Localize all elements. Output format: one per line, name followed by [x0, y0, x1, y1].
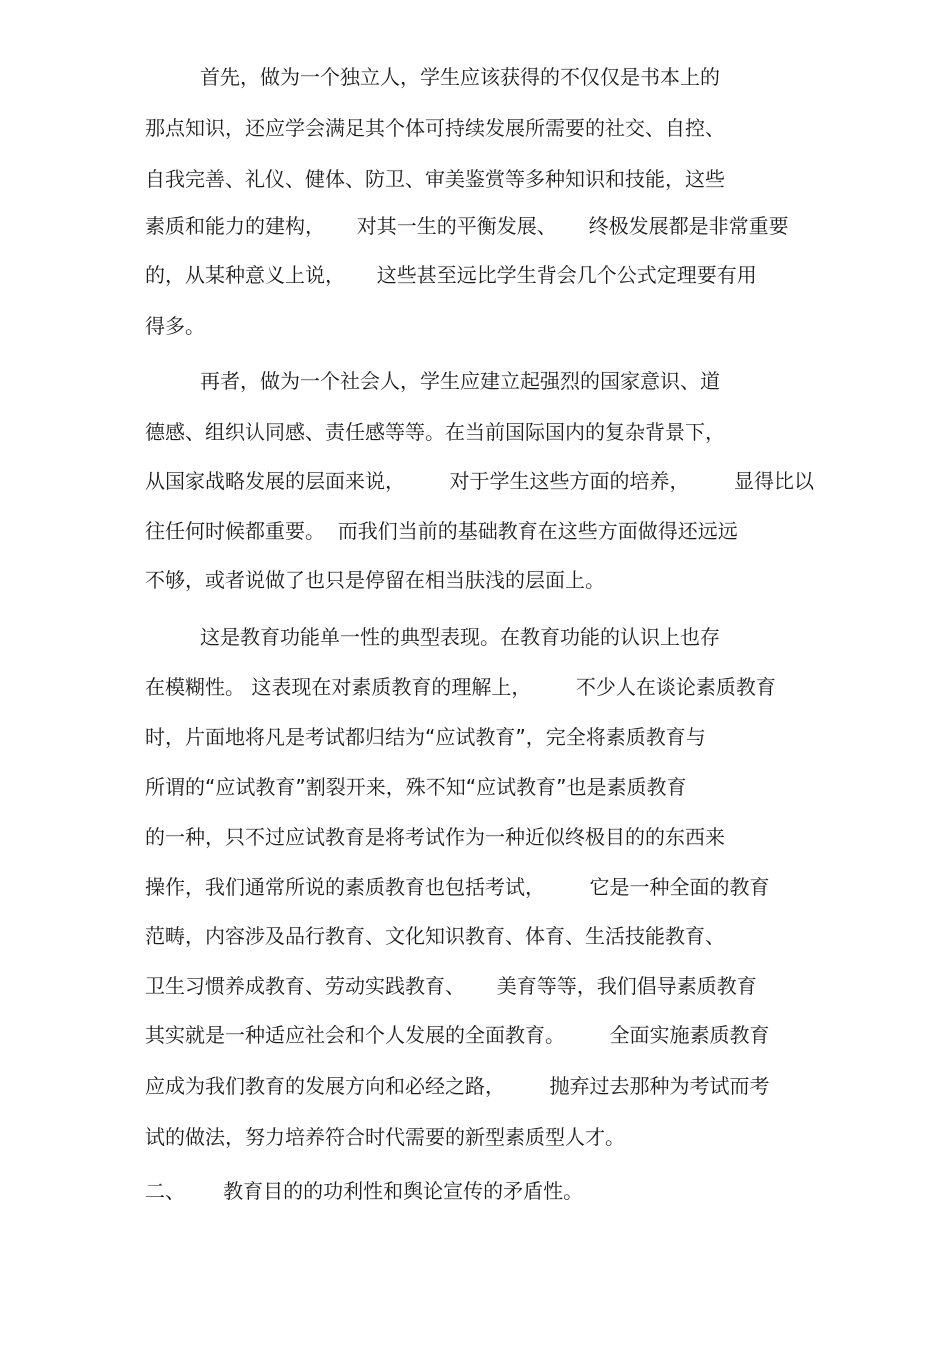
- paragraph-3-line-9: 其实就是一种适应社会和个人发展的全面教育。 全面实施素质教育: [145, 1023, 770, 1047]
- paragraph-2-line-5: 不够，或者说做了也只是停留在相当肤浅的层面上。: [145, 568, 605, 592]
- paragraph-1-line-5: 的，从某种意义上说， 这些甚至远比学生背会几个公式定理要有用: [145, 263, 757, 287]
- paragraph-2-line-2: 德感、组织认同感、责任感等等。在当前国际国内的复杂背景下，: [145, 420, 725, 444]
- paragraph-1-line-3: 自我完善、礼仪、健体、防卫、审美鉴赏等多种知识和技能，这些: [145, 167, 725, 191]
- paragraph-1-line-4: 素质和能力的建构， 对其一生的平衡发展、 终极发展都是非常重要: [145, 214, 789, 238]
- paragraph-2-line-4: 往任何时候都重要。 而我们当前的基础教育在这些方面做得还远远: [145, 519, 738, 543]
- paragraph-3-line-3: 时，片面地将凡是考试都归结为“应试教育”，完全将素质教育与: [145, 725, 706, 749]
- paragraph-3-line-10: 应成为我们教育的发展方向和必经之路， 抛弃过去那种为考试而考: [145, 1074, 770, 1098]
- paragraph-3-line-4: 所谓的“应试教育”割裂开来，殊不知“应试教育”也是素质教育: [145, 775, 687, 799]
- paragraph-3-line-7: 范畴，内容涉及品行教育、文化知识教育、体育、生活技能教育、: [145, 924, 725, 948]
- paragraph-1-line-1: 首先，做为一个独立人，学生应该获得的不仅仅是书本上的: [200, 65, 720, 89]
- paragraph-3-line-11: 试的做法，努力培养符合时代需要的新型素质型人才。: [145, 1125, 625, 1149]
- paragraph-3-line-1: 这是教育功能单一性的典型表现。在教育功能的认识上也存: [200, 625, 720, 649]
- paragraph-1-line-2: 那点知识，还应学会满足其个体可持续发展所需要的社交、自控、: [145, 116, 725, 140]
- paragraph-3-line-8: 卫生习惯养成教育、劳动实践教育、 美育等等，我们倡导素质教育: [145, 974, 757, 998]
- paragraph-1-line-6: 得多。: [145, 314, 205, 338]
- paragraph-3-line-5: 的一种，只不过应试教育是将考试作为一种近似终极目的的东西来: [145, 825, 725, 849]
- section-heading: 二、 教育目的的功利性和舆论宣传的矛盾性。: [145, 1179, 584, 1203]
- paragraph-3-line-2: 在模糊性。 这表现在对素质教育的理解上， 不少人在谈论素质教育: [145, 675, 776, 699]
- paragraph-2-line-3: 从国家战略发展的层面来说， 对于学生这些方面的培养， 显得比以: [145, 469, 815, 493]
- paragraph-3-line-6: 操作，我们通常所说的素质教育也包括考试， 它是一种全面的教育: [145, 875, 770, 899]
- paragraph-2-line-1: 再者，做为一个社会人，学生应建立起强烈的国家意识、道: [200, 369, 720, 393]
